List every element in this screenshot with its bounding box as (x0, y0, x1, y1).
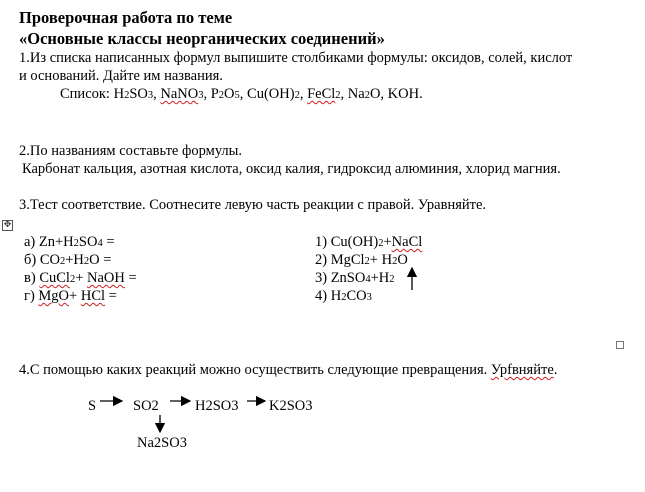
formula-koh: KOH. (387, 86, 423, 102)
reaction-left-d: г) MgO+ HCl = (24, 288, 117, 304)
reaction-right-4: 4) H2CO3 (315, 288, 372, 304)
move-anchor-icon[interactable]: ✥ (3, 220, 12, 230)
task1-text-line-1: 1.Из списка написанных формул выпишите столбиками формулы: оксидов, солей, кислот (19, 50, 573, 66)
formula-list-label: Список: (60, 86, 110, 102)
chain-k2so3: K2SO3 (269, 398, 313, 414)
title-line-1: Проверочная работа по теме (19, 8, 233, 27)
title-line-2: «Основные классы неорганических соединений» (19, 29, 385, 48)
task4-text: 4.С помощью каких реакций можно осуществить следующие превращения. Урfвняйте. (19, 362, 558, 378)
reaction-left-c: в) CuCl2+ NaOH = (24, 270, 137, 286)
task4-misspelled-word: Урfвняйте (490, 362, 554, 378)
task1-formula-list: Список: H2SO3, NaNO3, P2O5, Cu(OH)2, FeCl2, Na2O, KOH. (60, 86, 423, 102)
reaction-right-1: 1) Cu(OH)2+NaCl (315, 234, 423, 250)
formula-na2o: Na2O (347, 86, 381, 102)
task1-text-line-2: и оснований. Дайте им названия. (19, 68, 223, 84)
task3-text: 3.Тест соответствие. Соотнесите левую часть реакции с правой. Уравняйте. (19, 197, 487, 213)
chain-so2: SO2 (133, 398, 159, 414)
formula-cuoh2: Cu(OH)2 (247, 86, 300, 102)
chain-h2so3: H2SO3 (195, 398, 239, 414)
formula-p2o5: P2O5 (210, 86, 240, 102)
formula-h2so3: H2SO3 (113, 86, 154, 102)
reaction-right-2: 2) MgCl2+ H2O (315, 252, 408, 268)
task2-text-line-2: Карбонат кальция, азотная кислота, оксид калия, гидроксид алюминия, хлорид магния. (22, 161, 561, 177)
formula-nano3: NaNO3 (160, 86, 204, 102)
reaction-left-b: б) CO2+H2O = (24, 252, 112, 268)
chain-s: S (88, 398, 97, 414)
formula-fecl2: FeCl2 (307, 86, 341, 102)
chain-na2so3: Na2SO3 (137, 435, 187, 451)
reaction-left-a: а) Zn+H2SO4 = (24, 234, 115, 250)
reaction-right-3: 3) ZnSO4+H2 (315, 270, 395, 286)
task2-text-line-1: 2.По названиям составьте формулы. (19, 143, 243, 159)
